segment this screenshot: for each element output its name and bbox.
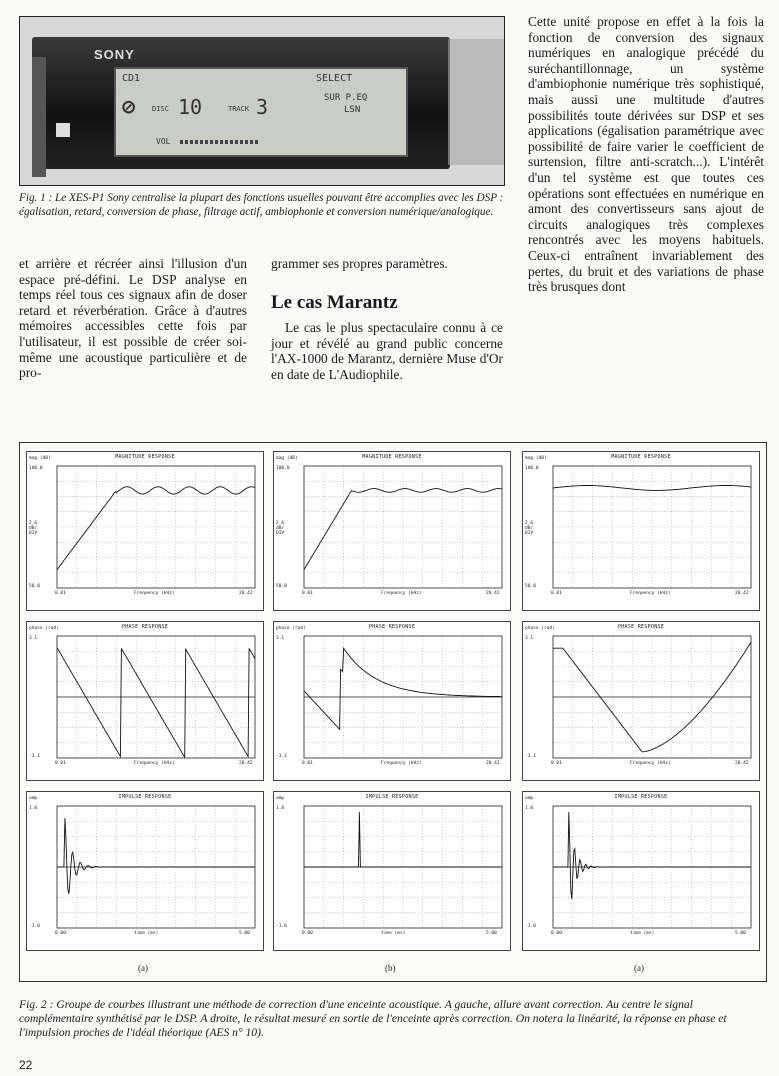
x-tick-max: 20.42	[735, 761, 749, 766]
lcd-select: SELECT	[316, 73, 353, 84]
x-tick-max: 20.42	[486, 761, 500, 766]
column-1-text: et arrière et récréer ainsi l'illusion d'un espace pré-défini. Le DSP analyse en temps réel tous ces signaux afin de doser retard et réverbération. Grâce à d'autres mémoires accessibles cette fois par l'utilisateur, il est possible de créer soi-même une acoustique particulière et de pro-	[19, 256, 247, 381]
y-axis-label: mag (dB)	[29, 456, 51, 461]
panel-title: IMPULSE RESPONSE	[614, 794, 668, 800]
y-tick-top: 1.0	[29, 806, 38, 811]
y-axis-label: mag (dB)	[525, 456, 547, 461]
x-axis-label: time (ms)	[381, 931, 406, 936]
column-2-top: grammer ses propres paramètres.	[271, 256, 448, 271]
y-tick-bottom: -3.1	[525, 754, 536, 759]
es-badge	[56, 123, 70, 137]
y-tick-top: 100.0	[276, 466, 290, 471]
x-tick-min: 0.00	[302, 931, 313, 936]
panel-title: PHASE RESPONSE	[368, 624, 416, 630]
y-tick-top: 1.0	[276, 806, 285, 811]
x-tick-min: 0.01	[302, 761, 313, 766]
x-axis-label: time (ms)	[134, 931, 159, 936]
y-axis-label: mag (dB)	[276, 456, 298, 461]
y-scale-div: DIV	[525, 530, 534, 536]
fig2-caption: Fig. 2 : Groupe de courbes illustrant une méthode de correction d'une enceinte acoustique. A gauche, allure avant correction. Au centre le signal complémentaire synthétisé par le DSP. A droite, le résultat mesuré en sortie de l'enceinte après correction. On notera la linéarité, la réponse en phase et l'impulsion proches de l'idéal théorique (AES n° 10).	[19, 998, 727, 1039]
plot-imp-after	[523, 792, 759, 950]
panel-title: IMPULSE RESPONSE	[365, 794, 419, 800]
y-scale-unit: dB/	[29, 525, 38, 531]
y-scale: 2.6	[276, 520, 285, 526]
x-tick-max: 20.42	[239, 761, 253, 766]
y-scale-div: DIV	[276, 530, 285, 536]
x-tick-min: 0.01	[302, 591, 313, 596]
section-heading: Le cas Marantz	[271, 292, 398, 313]
mag-response-correction	[273, 451, 511, 611]
panel-title: PHASE RESPONSE	[617, 624, 665, 630]
y-scale: 2.6	[525, 520, 534, 526]
plot-mag-before	[27, 452, 263, 610]
y-tick-bottom: -1.0	[525, 924, 536, 929]
faceplate-right	[448, 39, 505, 165]
y-axis-label: phase (rad)	[525, 626, 555, 631]
panel-title: IMPULSE RESPONSE	[118, 794, 172, 800]
x-tick-min: 0.01	[55, 591, 66, 596]
y-tick-bottom: 50.0	[276, 584, 287, 589]
y-tick-top: 1.0	[525, 806, 534, 811]
x-tick-min: 0.00	[551, 931, 562, 936]
fig1-caption: Fig. 1 : Le XES-P1 Sony centralise la plupart des fonctions usuelles pouvant être accomplies avec les DSP : égalisation, retard, conversion de phase, filtrage actif, ambiophonie et conversion numérique/analogique.	[19, 192, 504, 218]
y-tick-top: 3.1	[525, 636, 534, 641]
volume-bar	[180, 140, 260, 144]
left-edge	[32, 57, 46, 177]
y-axis-label: phase (rad)	[29, 626, 59, 631]
phase-response-correction	[273, 621, 511, 781]
car-stereo-unit	[32, 37, 450, 169]
y-tick-bottom: -1.0	[29, 924, 40, 929]
x-axis-label: Frequency (kHz)	[381, 761, 422, 766]
phase-response-after	[522, 621, 760, 781]
panel-title: PHASE RESPONSE	[121, 624, 169, 630]
x-axis-label: Frequency (kHz)	[630, 591, 671, 596]
y-tick-top: 3.1	[29, 636, 38, 641]
x-axis-label: Frequency (kHz)	[134, 591, 175, 596]
x-tick-max: 20.42	[239, 591, 253, 596]
lcd-disc-number: 10	[178, 95, 203, 119]
panel-label-correction: (b)	[385, 963, 396, 973]
mag-response-before	[26, 451, 264, 611]
fig2-figure	[19, 442, 767, 982]
x-tick-max: 20.42	[735, 591, 749, 596]
x-tick-min: 0.01	[551, 591, 562, 596]
x-tick-max: 5.00	[735, 931, 746, 936]
disc-icon: ⊘	[122, 95, 136, 120]
plot-phase-after	[523, 622, 759, 780]
y-tick-bottom: 50.0	[525, 584, 536, 589]
y-scale-unit: dB/	[276, 525, 285, 531]
y-tick-top: 100.0	[29, 466, 43, 471]
y-scale: 2.6	[29, 520, 38, 526]
y-tick-bottom: -1.0	[276, 924, 287, 929]
x-axis-label: Frequency (kHz)	[630, 761, 671, 766]
panel-title: MAGNITUDE RESPONSE	[115, 454, 175, 460]
x-tick-min: 0.01	[551, 761, 562, 766]
lcd-track-label: TRACK	[228, 105, 250, 113]
plot-imp-correction	[274, 792, 510, 950]
x-tick-min: 0.01	[55, 761, 66, 766]
panel-title: MAGNITUDE RESPONSE	[611, 454, 671, 460]
lcd-track-number: 3	[256, 95, 269, 119]
y-tick-bottom: 50.0	[29, 584, 40, 589]
plot-mag-after	[523, 452, 759, 610]
fig1-photo	[19, 16, 505, 186]
y-scale-div: DIV	[29, 530, 38, 536]
imp-response-correction	[273, 791, 511, 951]
lcd-display	[114, 67, 408, 157]
panel-label-before: (a)	[138, 963, 148, 973]
panel-title: MAGNITUDE RESPONSE	[362, 454, 422, 460]
x-tick-min: 0.00	[55, 931, 66, 936]
y-scale-unit: dB/	[525, 525, 534, 531]
y-axis-label: amp	[29, 796, 38, 801]
mag-response-after	[522, 451, 760, 611]
y-tick-bottom: -3.1	[29, 754, 40, 759]
lcd-mode: SUR P.EQ	[324, 93, 368, 103]
y-axis-label: amp	[276, 796, 285, 801]
lcd-source: CD1	[122, 73, 141, 84]
lcd-mode-2: LSN	[344, 105, 361, 115]
y-tick-bottom: -3.1	[276, 754, 287, 759]
x-axis-label: Frequency (kHz)	[134, 761, 175, 766]
column-3-text: Cette unité propose en effet à la fois la fonction de conversion des signaux numériques en analogique précédé du suréchantillonnage, un système d'ambiophonie numérique très sophistiqué, mais aussi une multitude d'autres possibilités toute dérivées sur DSP et ses applications (égalisation paramétrique avec possibilité de faire varier le coefficient de surtension, filtre anti-scratch...). L'intérêt d'un tel système est que toutes ces opérations sont effectuées en numérique en amont des convertisseurs sans ajout de circuits analogiques très complexes rencontrés avec les moyens habituels. Ceux-ci entraînent invariablement des pertes, du bruit et des variations de phase très brusques dont	[528, 14, 764, 295]
y-tick-top: 3.1	[276, 636, 285, 641]
plot-imp-before	[27, 792, 263, 950]
plot-phase-correction	[274, 622, 510, 780]
y-tick-top: 100.0	[525, 466, 539, 471]
column-2-body: Le cas le plus spectaculaire connu à ce jour et révélé au grand public concerne l'AX-1000 de Marantz, dernière Muse d'Or en date de L'Audiophile.	[271, 320, 503, 382]
x-tick-max: 20.42	[486, 591, 500, 596]
x-tick-max: 5.00	[486, 931, 497, 936]
lcd-volume: VOL	[156, 137, 171, 146]
y-axis-label: phase (rad)	[276, 626, 306, 631]
x-axis-label: time (ms)	[630, 931, 655, 936]
plot-phase-before	[27, 622, 263, 780]
y-axis-label: amp	[525, 796, 534, 801]
page-number: 22	[19, 1058, 33, 1072]
imp-response-after	[522, 791, 760, 951]
x-tick-max: 5.00	[239, 931, 250, 936]
panel-label-after: (a)	[634, 963, 644, 973]
lcd-disc-label: DISC	[152, 105, 169, 113]
plot-mag-correction	[274, 452, 510, 610]
x-axis-label: Frequency (kHz)	[381, 591, 422, 596]
imp-response-before	[26, 791, 264, 951]
phase-response-before	[26, 621, 264, 781]
brand-logo: SONY	[94, 47, 135, 62]
